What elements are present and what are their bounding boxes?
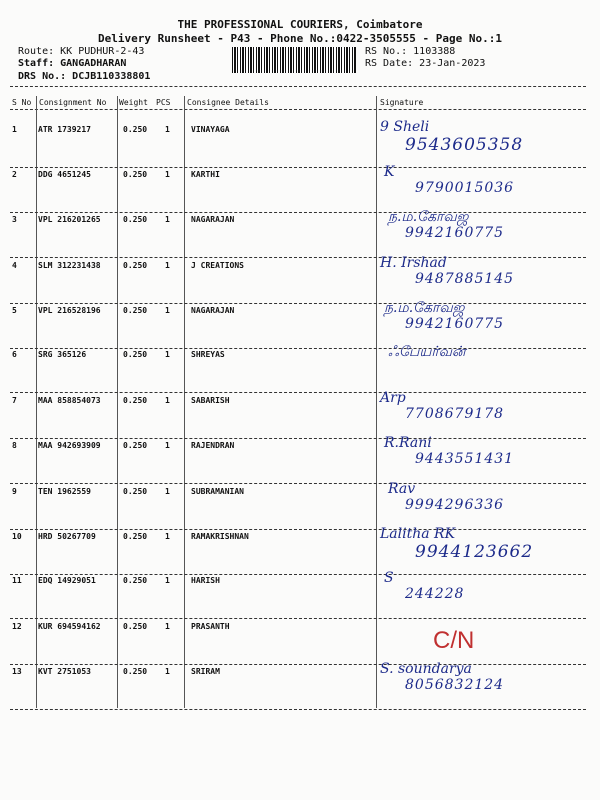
row-divider — [10, 664, 586, 665]
row-consignee: SUBRAMANIAN — [191, 487, 244, 496]
row-pcs: 1 — [165, 170, 170, 179]
row-divider — [10, 392, 586, 393]
row-divider — [10, 167, 586, 168]
drs-label: DRS No.: DCJB110338801 — [18, 71, 151, 82]
row-signature-phone: 9487885145 — [415, 271, 515, 287]
row-divider — [10, 303, 586, 304]
row-pcs: 1 — [165, 667, 170, 676]
row-consignment-no: EDQ 14929051 — [38, 576, 96, 585]
row-consignment-no: HRD 50267709 — [38, 532, 96, 541]
row-consignee: KARTHI — [191, 170, 220, 179]
row-consignment-no: SLM 312231438 — [38, 261, 101, 270]
row-signature-phone: 9543605358 — [405, 135, 524, 155]
row-consignment-no: DDG 4651245 — [38, 170, 91, 179]
row-signature: Lalitha RK — [380, 526, 456, 542]
row-sno: 7 — [12, 396, 17, 405]
row-signature-phone: 9942160775 — [405, 225, 505, 241]
row-consignment-no: TEN 1962559 — [38, 487, 91, 496]
row-signature-phone: 9790015036 — [415, 180, 515, 196]
row-sno: 5 — [12, 306, 17, 315]
column-divider — [36, 96, 37, 708]
row-pcs: 1 — [165, 576, 170, 585]
row-consignee: RAJENDRAN — [191, 441, 235, 450]
row-pcs: 1 — [165, 125, 170, 134]
row-consignee: SHREYAS — [191, 350, 225, 359]
row-divider — [10, 483, 586, 484]
row-pcs: 1 — [165, 306, 170, 315]
row-divider — [10, 529, 586, 530]
row-weight: 0.250 — [123, 215, 148, 224]
row-signature-phone: 9942160775 — [405, 316, 505, 332]
row-consignment-no: ATR 1739217 — [38, 125, 91, 134]
row-sno: 8 — [12, 441, 17, 450]
row-divider — [10, 257, 586, 258]
row-consignee: J CREATIONS — [191, 261, 244, 270]
row-weight: 0.250 — [123, 576, 148, 585]
row-consignment-no: MAA 942693909 — [38, 441, 101, 450]
row-sno: 4 — [12, 261, 17, 270]
row-weight: 0.250 — [123, 170, 148, 179]
row-weight: 0.250 — [123, 667, 148, 676]
row-signature-phone: 9944123662 — [415, 542, 534, 562]
row-pcs: 1 — [165, 487, 170, 496]
row-divider — [10, 212, 586, 213]
row-consignment-no: MAA 858854073 — [38, 396, 101, 405]
header-divider — [10, 86, 586, 87]
row-sno: 13 — [12, 667, 22, 676]
rs-date: RS Date: 23-Jan-2023 — [365, 58, 486, 69]
row-weight: 0.250 — [123, 487, 148, 496]
row-weight: 0.250 — [123, 306, 148, 315]
row-signature: Rav — [388, 481, 416, 497]
column-divider — [184, 96, 185, 708]
col-header-consignment: Consignment No — [39, 98, 107, 107]
row-pcs: 1 — [165, 532, 170, 541]
row-signature: R.Rani — [384, 435, 432, 451]
column-divider — [376, 96, 377, 708]
row-divider — [10, 709, 586, 710]
row-sno: 3 — [12, 215, 17, 224]
row-signature-phone: 7708679178 — [405, 406, 505, 422]
row-weight: 0.250 — [123, 125, 148, 134]
row-consignee: NAGARAJAN — [191, 215, 235, 224]
runsheet-title: Delivery Runsheet - P43 - Phone No.:0422-3505555 - Page No.:1 — [98, 32, 502, 45]
row-consignee: RAMAKRISHNAN — [191, 532, 249, 541]
row-signature: S. soundarya — [380, 661, 472, 677]
row-consignee: PRASANTH — [191, 622, 230, 631]
row-pcs: 1 — [165, 261, 170, 270]
rs-number: RS No.: 1103388 — [365, 46, 456, 57]
column-header-divider — [10, 109, 586, 110]
row-signature: ந.ம.கோவஜ — [388, 209, 469, 225]
col-header-weight: Weight — [119, 98, 148, 107]
row-sno: 2 — [12, 170, 17, 179]
route-label: Route: KK PUDHUR-2-43 — [18, 46, 145, 57]
row-divider — [10, 618, 586, 619]
row-pcs: 1 — [165, 622, 170, 631]
row-pcs: 1 — [165, 350, 170, 359]
row-weight: 0.250 — [123, 532, 148, 541]
row-consignment-no: KVT 2751053 — [38, 667, 91, 676]
row-sno: 11 — [12, 576, 22, 585]
col-header-consignee: Consignee Details — [187, 98, 269, 107]
row-weight: 0.250 — [123, 350, 148, 359]
row-signature: H. Irshad — [380, 255, 447, 271]
company-title: THE PROFESSIONAL COURIERS, Coimbatore — [177, 18, 423, 31]
row-consignee: SRIRAM — [191, 667, 220, 676]
row-consignee: NAGARAJAN — [191, 306, 235, 315]
row-weight: 0.250 — [123, 622, 148, 631]
col-header-signature: Signature — [380, 98, 424, 107]
row-consignment-no: KUR 694594162 — [38, 622, 101, 631]
barcode — [232, 47, 356, 73]
row-sno: 6 — [12, 350, 17, 359]
col-header-sno: S No — [12, 98, 32, 107]
row-consignee: SABARISH — [191, 396, 230, 405]
row-weight: 0.250 — [123, 261, 148, 270]
row-divider — [10, 348, 586, 349]
row-signature: Arp — [380, 390, 406, 406]
row-pcs: 1 — [165, 441, 170, 450]
row-signature: ஃபேயர்வன் — [388, 344, 466, 360]
row-pcs: 1 — [165, 215, 170, 224]
row-sno: 12 — [12, 622, 22, 631]
column-divider — [117, 96, 118, 708]
row-signature: S — [384, 570, 394, 586]
row-consignment-no: VPL 216528196 — [38, 306, 101, 315]
col-header-pcs: PCS — [156, 98, 171, 107]
row-divider — [10, 438, 586, 439]
row-signature-phone: 9994296336 — [405, 497, 505, 513]
row-sno: 10 — [12, 532, 22, 541]
row-signature: 9 Sheli — [380, 119, 430, 135]
row-consignment-no: SRG 365126 — [38, 350, 87, 359]
row-consignee: VINAYAGA — [191, 125, 230, 134]
row-weight: 0.250 — [123, 441, 148, 450]
row-signature-phone: 9443551431 — [415, 451, 515, 467]
staff-label: Staff: GANGADHARAN — [18, 58, 127, 69]
row-sno: 1 — [12, 125, 17, 134]
row-weight: 0.250 — [123, 396, 148, 405]
row-signature-phone: 8056832124 — [405, 677, 505, 693]
row-signature-phone: 244228 — [405, 586, 465, 602]
row-signature: K — [384, 164, 395, 180]
row-consignee: HARISH — [191, 576, 220, 585]
row-consignment-no: VPL 216201265 — [38, 215, 101, 224]
row-signature-cn: C/N — [433, 627, 475, 654]
row-pcs: 1 — [165, 396, 170, 405]
row-sno: 9 — [12, 487, 17, 496]
row-divider — [10, 574, 586, 575]
row-signature: ந.ம.கோவஜ — [384, 300, 465, 316]
